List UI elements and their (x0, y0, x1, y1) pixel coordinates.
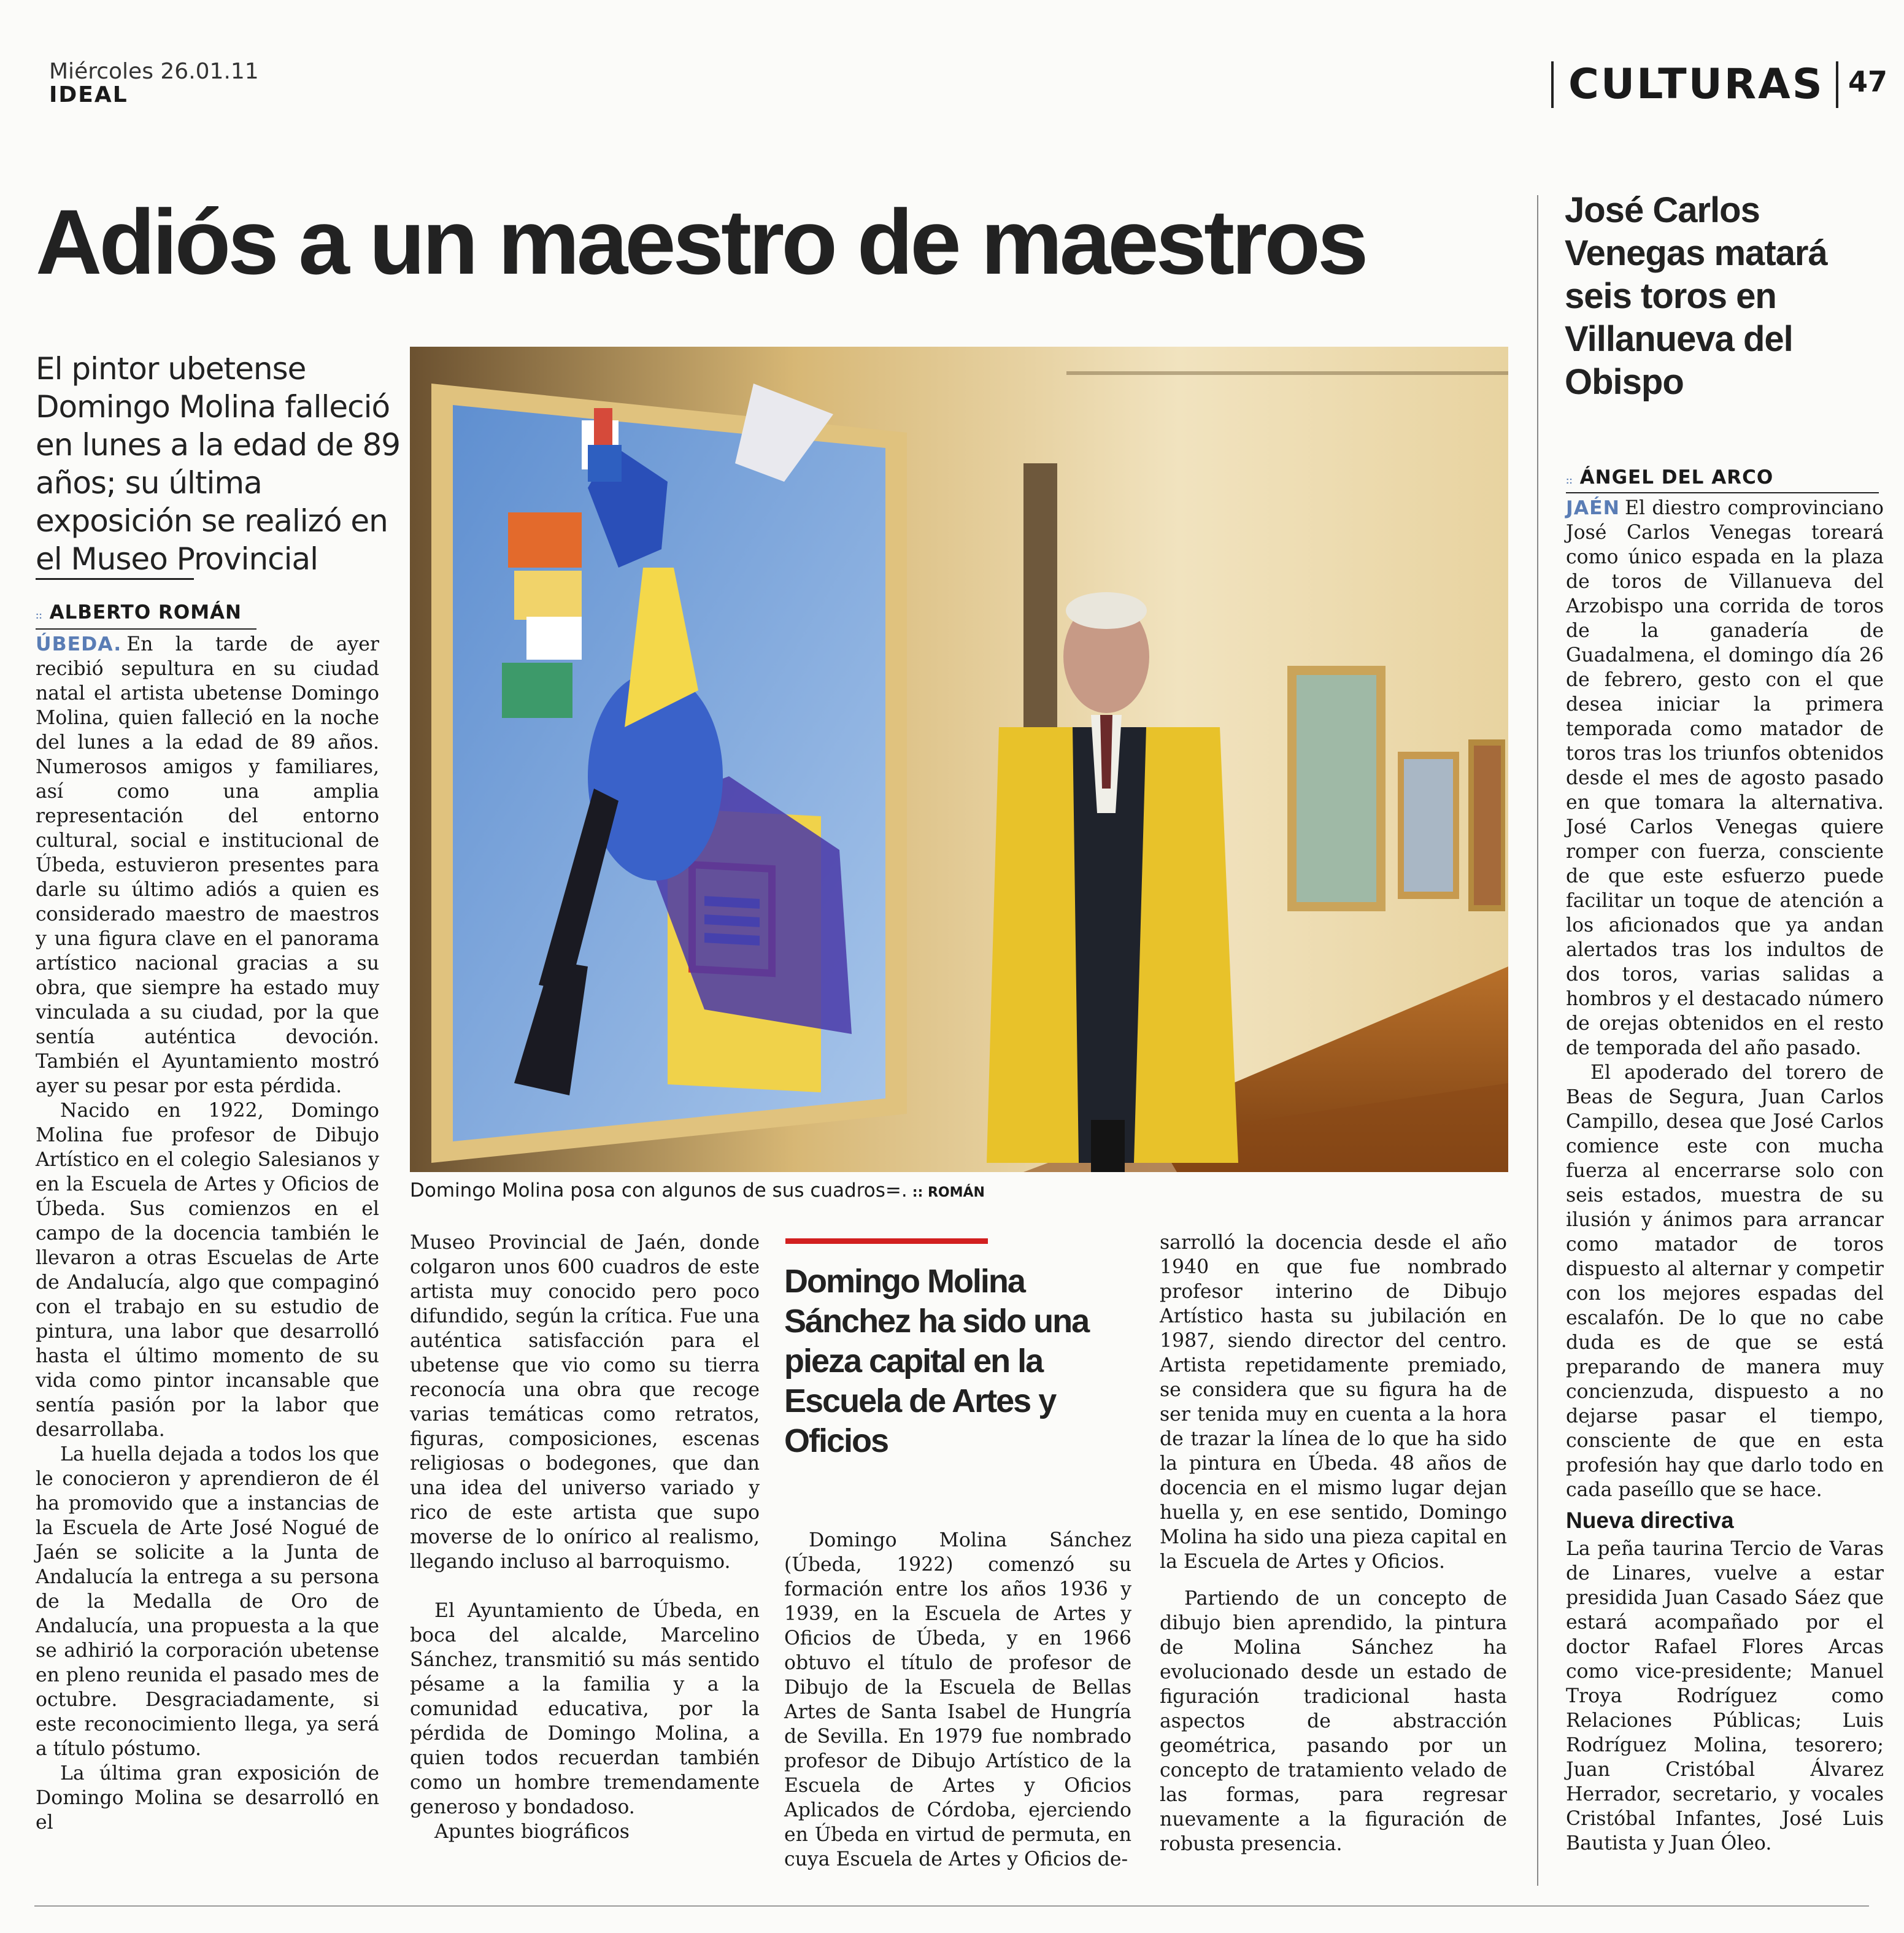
section-subtitle: Apuntes biográficos (434, 1821, 630, 1843)
page-number: 47 (1848, 65, 1888, 98)
box-column-1: Domingo Molina Sánchez (Úbeda, 1922) comenzó su formación entre los años 1936 y 1939, en la Escuela de Artes y Oficios de Úbeda, y en 1966 obtuvo el título de profesor de Dibujo de la Escuela de Bellas Artes de Santa Isabel de Hungría de Sevilla. En 1979 fue nombrado profesor de Dibujo Artístico de la Escuela de Artes y Oficios Aplicados de Córdoba, ejerciendo en Úbeda en virtud de permuta, en cuya Escuela de Artes y Oficios de- (784, 1529, 1131, 1870)
article-column-1 (36, 632, 379, 1835)
section-name: CULTURAS (1568, 60, 1824, 109)
byline-author: ALBERTO ROMÁN (49, 601, 242, 623)
byline-marker: :: (36, 611, 42, 621)
box-column-2 (1160, 1230, 1507, 1856)
box-accent-bar (785, 1238, 988, 1244)
photo-illustration (410, 347, 1508, 1172)
photo-credit: :: ROMÁN (912, 1185, 985, 1200)
article-paragraph: El apoderado del torero de Beas de Segura, Juan Carlos Campillo, desea que José Carlos comience este con mucha fuerza al encerrarse solo con seis estados, muestra de su ilusión y ánimos para arrancar como matador de toros dispuesto al alternar y competir con los mejores espadas del escalafón. De lo que no cabe duda es de que se está preparando de manera muy concienzuda, dispuesto a no dejarse pasar el tiempo, consciente de que en esta profesión hay que darlo todo en cada paseíllo que se hace. (1566, 1062, 1884, 1501)
article-paragraph: Museo Provincial de Jaén, donde colgaron unos 600 cuadros de este artista muy conocido pero poco difundido, según la crítica. Fue una auténtica satisfacción para el ubetense que vio como su tierra reconocía una obra que recoge varias temáticas como retratos, figuras, composiciones, escenas religiosas o bodegones, que dan una idea del universo variado y rico de este artista que supo moverse de lo onírico al realismo, llegando incluso al barroquismo. (410, 1232, 760, 1573)
main-subhead: El pintor ubetense Domingo Molina falleció en lunes a la edad de 89 años; su última exposición se realizó en el Museo Provincial (36, 351, 401, 577)
article-paragraph: sarrolló la docencia desde el año 1940 en que fue nombrado profesor interino de Dibujo Artístico hasta su jubilación en 1987, siendo director del centro. Artista repetidamente premiado, se considera que su figura ha de ser tenida muy en cuenta a la hora de trazar la línea de lo que ha sido la pintura en Úbeda. 48 años de docencia en el mismo lugar dejan huella y, en ese sentido, Domingo Molina ha sido una pieza capital en la Escuela de Artes y Oficios. (1160, 1232, 1507, 1573)
side-column (1566, 496, 1884, 1856)
main-headline: Adiós a un maestro de maestros (36, 190, 1366, 293)
article-paragraph: Partiendo de un concepto de dibujo bien aprendido, la pintura de Molina Sánchez ha evolucionado desde un estado de figuración tradicional hasta aspectos de abstracción geométrica, pasando por un concepto de tratamiento velado de las formas, para regresar nuevamente a la figuración de robusta presencia. (1160, 1588, 1507, 1855)
section-divider (1836, 61, 1838, 108)
article-paragraph: ÚBEDA. En la tarde de ayer recibió sepultura en su ciudad natal el artista ubetense Domingo Molina, quien falleció en la noche del lunes a la edad de 89 años. Numerosos amigos y familiares, así como una amplia representación del entorno cultural, social e institucional de Úbeda, estuvieron presentes para darle su último adiós a quien es considerado maestro de maestros y una figura clave en el panorama artístico nacional gracias a su obra, que siempre ha estado muy vinculada a su ciudad, por la que sentía auténtica devoción. También el Ayuntamiento mostró ayer su pesar por esta pérdida. (36, 633, 379, 1097)
byline-marker: :: (1566, 476, 1573, 486)
dateline: JAÉN (1566, 497, 1620, 519)
side-byline (1566, 466, 1773, 488)
subhead-rule (36, 578, 194, 580)
column-divider (1537, 195, 1538, 1886)
byline-rule (1566, 492, 1879, 493)
caption-text: Domingo Molina posa con algunos de sus cuadros=. (410, 1179, 908, 1202)
page-bottom-rule (34, 1905, 1869, 1907)
article-paragraph: Nacido en 1922, Domingo Molina fue profesor de Dibujo Artístico en el colegio Salesianos y en la Escuela de Artes y Oficios de Úbeda. Sus comienzos en el campo de la docencia también le llevaron a otras Escuelas de Arte de Andalucía, algo que compaginó con el trabajo en su estudio de pintura, una labor que desarrolló hasta el último momento de su vida como pintor incansable que sentía pasión por la labor que desarrollaba. (36, 1100, 379, 1441)
newspaper-name: IDEAL (49, 82, 128, 107)
byline-author: ÁNGEL DEL ARCO (1579, 466, 1774, 488)
side-headline: José Carlos Venegas matará seis toros en Villanueva del Obispo (1565, 190, 1827, 402)
article-paragraph: La huella dejada a todos los que le conocieron y aprendieron de él ha promovido que a instancias de la Escuela de Arte José Nogué de Jaén se solicite a la Junta de Andalucía la entrega a su persona de la Medalla de Oro de Andalucía, una propuesta a la que se adhirió la corporación ubetense en pleno reunida el pasado mes de octubre. Desgraciadamente, si este reconocimiento llega, ya será a título póstumo. (36, 1443, 379, 1760)
side-subtitle: Nueva directiva (1566, 1508, 1734, 1533)
box-headline: Domingo Molina Sánchez ha sido una pieza capital en la Escuela de Artes y Oficios (784, 1263, 1089, 1459)
section-divider (1551, 61, 1554, 108)
photo-caption (410, 1179, 985, 1202)
article-paragraph: La última gran exposición de Domingo Molina se desarrolló en el (36, 1762, 379, 1834)
article-column-2 (410, 1230, 760, 1844)
dateline: ÚBEDA. (36, 633, 122, 655)
byline-rule (36, 628, 256, 630)
article-paragraph: La peña taurina Tercio de Varas de Linares, vuelve a estar presidida Juan Casado Sáez que estará acompañado por el doctor Rafael Flores Arcas como vice-presidente; Manuel Troya Rodríguez como Relaciones Públicas; Luis Rodríguez Molina, tesorero; Juan Cristóbal Álvarez Herrador, secretario, y vocales Cristóbal Infantes, José Luis Bautista y Juan Óleo. (1566, 1538, 1884, 1854)
article-photo (410, 347, 1508, 1172)
issue-date: Miércoles 26.01.11 (49, 59, 259, 84)
main-byline (36, 601, 242, 623)
article-paragraph: El Ayuntamiento de Úbeda, en boca del alcalde, Marcelino Sánchez, transmitió su más sentido pésame a la familia y a la comunidad educativa, por la pérdida de Domingo Molina, a quien todos recuerdan también como un hombre tremendamente generoso y bondadoso. (410, 1600, 760, 1818)
article-paragraph: JAÉN El diestro comprovinciano José Carlos Venegas toreará como único espada en la plaza de toros de Villanueva del Arzobispo una corrida de toros de la ganadería de Guadalmena, el domingo día 26 de febrero, gesto con el que desea iniciar la primera temporada como matador de toros tras los triunfos obtenidos desde el mes de agosto pasado en que tomara la alternativa. José Carlos Venegas quiere romper con fuerza, consciente de que este esfuerzo puede facilitar un toque de atención a los aficionados que ya andan alertados tras los indultos de dos toros, varias salidas a hombros y el destacado número de orejas obtenidos en el resto de temporada del año pasado. (1566, 497, 1884, 1059)
